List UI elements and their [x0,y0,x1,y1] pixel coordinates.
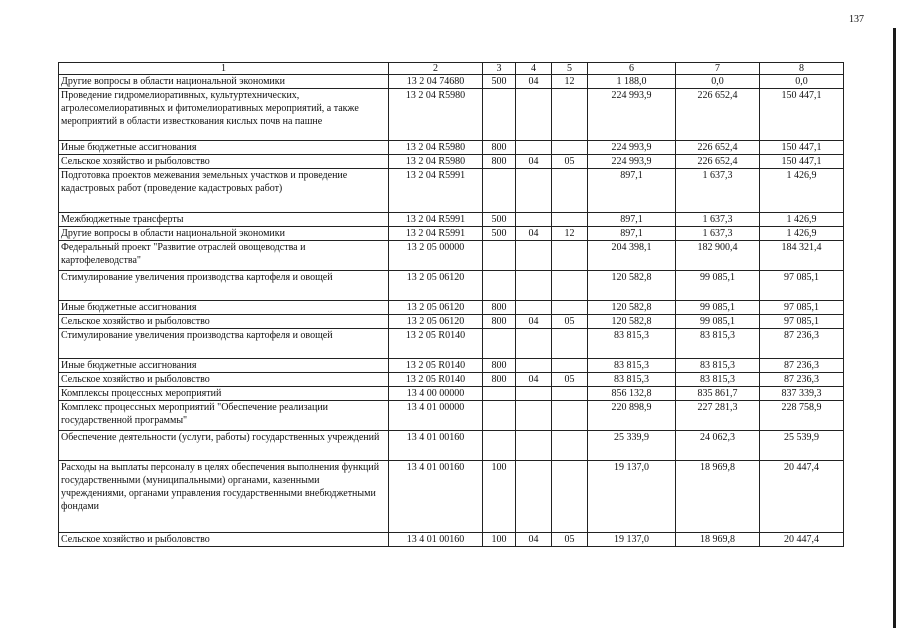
row-rz [516,387,552,401]
row-code: 13 4 01 00160 [389,461,483,533]
row-pr [552,241,588,271]
column-header: 2 [389,63,483,75]
row-code: 13 2 05 R0140 [389,329,483,359]
row-code: 13 2 04 R5980 [389,155,483,169]
row-rz: 04 [516,227,552,241]
row-rz [516,213,552,227]
header-row [59,63,844,75]
row-pr [552,271,588,301]
row-amount-year3: 228 758,9 [760,401,844,431]
page-number: 137 [849,14,864,25]
row-pr: 05 [552,315,588,329]
row-code: 13 2 05 06120 [389,315,483,329]
row-name: Иные бюджетные ассигнования [59,301,389,315]
row-code: 13 2 05 06120 [389,301,483,315]
row-vr: 800 [483,301,516,315]
row-name: Другие вопросы в области национальной экономики [59,75,389,89]
row-amount-year1: 897,1 [588,213,676,227]
row-amount-year2: 226 652,4 [676,89,760,141]
row-code: 13 4 00 00000 [389,387,483,401]
budget-table [58,62,844,547]
row-amount-year2: 1 637,3 [676,227,760,241]
row-amount-year2: 99 085,1 [676,301,760,315]
row-pr [552,213,588,227]
row-rz: 04 [516,155,552,169]
row-rz: 04 [516,75,552,89]
row-rz: 04 [516,315,552,329]
row-name: Сельское хозяйство и рыболовство [59,373,389,387]
row-name: Иные бюджетные ассигнования [59,359,389,373]
row-pr [552,141,588,155]
row-pr [552,169,588,213]
scan-edge-line [893,28,896,628]
column-header: 4 [516,63,552,75]
row-name: Иные бюджетные ассигнования [59,141,389,155]
row-code: 13 4 01 00160 [389,533,483,547]
row-vr [483,431,516,461]
row-amount-year3: 87 236,3 [760,329,844,359]
row-vr [483,169,516,213]
row-rz: 04 [516,373,552,387]
row-amount-year3: 97 085,1 [760,315,844,329]
row-pr [552,461,588,533]
row-amount-year2: 83 815,3 [676,329,760,359]
row-amount-year1: 120 582,8 [588,271,676,301]
row-amount-year3: 87 236,3 [760,359,844,373]
row-vr [483,387,516,401]
row-rz [516,89,552,141]
row-amount-year1: 204 398,1 [588,241,676,271]
table-row [59,315,844,329]
row-name: Межбюджетные трансферты [59,213,389,227]
row-code: 13 2 04 R5991 [389,213,483,227]
row-rz [516,169,552,213]
column-header: 6 [588,63,676,75]
row-vr: 800 [483,373,516,387]
row-pr [552,329,588,359]
row-amount-year3: 0,0 [760,75,844,89]
row-amount-year2: 226 652,4 [676,155,760,169]
row-amount-year3: 87 236,3 [760,373,844,387]
row-amount-year1: 1 188,0 [588,75,676,89]
row-rz [516,401,552,431]
row-name: Федеральный проект "Развитие отраслей овощеводства и картофелеводства" [59,241,389,271]
row-amount-year2: 182 900,4 [676,241,760,271]
row-vr: 100 [483,461,516,533]
row-rz [516,141,552,155]
row-rz [516,461,552,533]
row-name: Комплекс процессных мероприятий "Обеспечение реализации государственной программы" [59,401,389,431]
row-amount-year1: 220 898,9 [588,401,676,431]
row-amount-year3: 150 447,1 [760,155,844,169]
row-pr [552,301,588,315]
row-amount-year1: 856 132,8 [588,387,676,401]
row-code: 13 2 05 06120 [389,271,483,301]
row-amount-year1: 83 815,3 [588,359,676,373]
column-header: 5 [552,63,588,75]
row-name: Сельское хозяйство и рыболовство [59,155,389,169]
row-amount-year1: 19 137,0 [588,533,676,547]
row-amount-year2: 18 969,8 [676,461,760,533]
row-code: 13 2 04 R5980 [389,141,483,155]
table-row [59,89,844,141]
row-name: Другие вопросы в области национальной экономики [59,227,389,241]
row-amount-year2: 1 637,3 [676,169,760,213]
row-pr: 05 [552,373,588,387]
row-pr: 12 [552,75,588,89]
table-row [59,169,844,213]
row-amount-year3: 1 426,9 [760,227,844,241]
column-header: 7 [676,63,760,75]
table-row [59,155,844,169]
table-row [59,301,844,315]
table-row [59,271,844,301]
table-row [59,329,844,359]
row-amount-year3: 1 426,9 [760,213,844,227]
table-row [59,141,844,155]
row-vr: 800 [483,141,516,155]
table-row [59,227,844,241]
row-name: Комплексы процессных мероприятий [59,387,389,401]
row-amount-year1: 224 993,9 [588,89,676,141]
row-vr: 800 [483,359,516,373]
column-header: 1 [59,63,389,75]
row-amount-year2: 1 637,3 [676,213,760,227]
row-amount-year3: 20 447,4 [760,461,844,533]
table-row [59,241,844,271]
row-amount-year1: 897,1 [588,169,676,213]
row-amount-year2: 24 062,3 [676,431,760,461]
row-amount-year1: 224 993,9 [588,141,676,155]
row-pr [552,359,588,373]
row-pr: 12 [552,227,588,241]
row-code: 13 4 01 00000 [389,401,483,431]
row-vr [483,241,516,271]
row-name: Расходы на выплаты персоналу в целях обеспечения выполнения функций государственными (муниципальными) органами, казенными учреждениями, органами управления государственными внебюджетными фондами [59,461,389,533]
row-vr [483,89,516,141]
row-name: Обеспечение деятельности (услуги, работы) государственных учреждений [59,431,389,461]
row-vr: 100 [483,533,516,547]
row-vr: 500 [483,75,516,89]
row-amount-year2: 99 085,1 [676,271,760,301]
row-amount-year1: 19 137,0 [588,461,676,533]
row-code: 13 2 05 R0140 [389,373,483,387]
row-amount-year1: 897,1 [588,227,676,241]
row-amount-year3: 20 447,4 [760,533,844,547]
row-amount-year1: 120 582,8 [588,301,676,315]
row-amount-year3: 97 085,1 [760,301,844,315]
row-amount-year2: 227 281,3 [676,401,760,431]
row-pr [552,89,588,141]
row-name: Проведение гидромелиоративных, культуртехнических, агролесомелиоративных и фитомелиоративных мероприятий, а также мероприятий в области известкования кислых почв на пашне [59,89,389,141]
row-vr: 800 [483,315,516,329]
row-amount-year1: 120 582,8 [588,315,676,329]
row-amount-year3: 1 426,9 [760,169,844,213]
row-pr [552,401,588,431]
row-amount-year2: 99 085,1 [676,315,760,329]
table-row [59,533,844,547]
table-row [59,387,844,401]
row-pr [552,387,588,401]
column-header: 8 [760,63,844,75]
row-amount-year1: 83 815,3 [588,373,676,387]
table-row [59,213,844,227]
row-name: Подготовка проектов межевания земельных участков и проведение кадастровых работ (проведение кадастровых работ) [59,169,389,213]
row-rz [516,359,552,373]
row-code: 13 2 04 R5991 [389,169,483,213]
row-vr: 500 [483,213,516,227]
column-header: 3 [483,63,516,75]
row-amount-year3: 184 321,4 [760,241,844,271]
row-amount-year3: 150 447,1 [760,141,844,155]
row-name: Стимулирование увеличения производства картофеля и овощей [59,271,389,301]
table-row [59,373,844,387]
row-amount-year2: 835 861,7 [676,387,760,401]
table-row [59,461,844,533]
row-pr: 05 [552,155,588,169]
row-amount-year3: 25 539,9 [760,431,844,461]
table-row [59,431,844,461]
row-vr [483,271,516,301]
row-amount-year2: 83 815,3 [676,359,760,373]
row-vr: 800 [483,155,516,169]
row-rz [516,271,552,301]
row-amount-year3: 150 447,1 [760,89,844,141]
table-row [59,75,844,89]
row-rz: 04 [516,533,552,547]
row-code: 13 2 04 R5980 [389,89,483,141]
row-rz [516,241,552,271]
row-rz [516,301,552,315]
row-amount-year1: 224 993,9 [588,155,676,169]
row-amount-year2: 18 969,8 [676,533,760,547]
row-code: 13 2 04 74680 [389,75,483,89]
table-row [59,359,844,373]
row-vr [483,401,516,431]
row-pr [552,431,588,461]
row-code: 13 2 05 R0140 [389,359,483,373]
row-amount-year2: 0,0 [676,75,760,89]
row-amount-year1: 83 815,3 [588,329,676,359]
row-name: Сельское хозяйство и рыболовство [59,315,389,329]
row-vr [483,329,516,359]
row-code: 13 4 01 00160 [389,431,483,461]
table-row [59,401,844,431]
row-code: 13 2 04 R5991 [389,227,483,241]
row-pr: 05 [552,533,588,547]
row-code: 13 2 05 00000 [389,241,483,271]
row-name: Сельское хозяйство и рыболовство [59,533,389,547]
row-amount-year3: 97 085,1 [760,271,844,301]
row-amount-year3: 837 339,3 [760,387,844,401]
row-amount-year1: 25 339,9 [588,431,676,461]
row-rz [516,431,552,461]
row-vr: 500 [483,227,516,241]
row-rz [516,329,552,359]
row-amount-year2: 226 652,4 [676,141,760,155]
row-name: Стимулирование увеличения производства картофеля и овощей [59,329,389,359]
row-amount-year2: 83 815,3 [676,373,760,387]
